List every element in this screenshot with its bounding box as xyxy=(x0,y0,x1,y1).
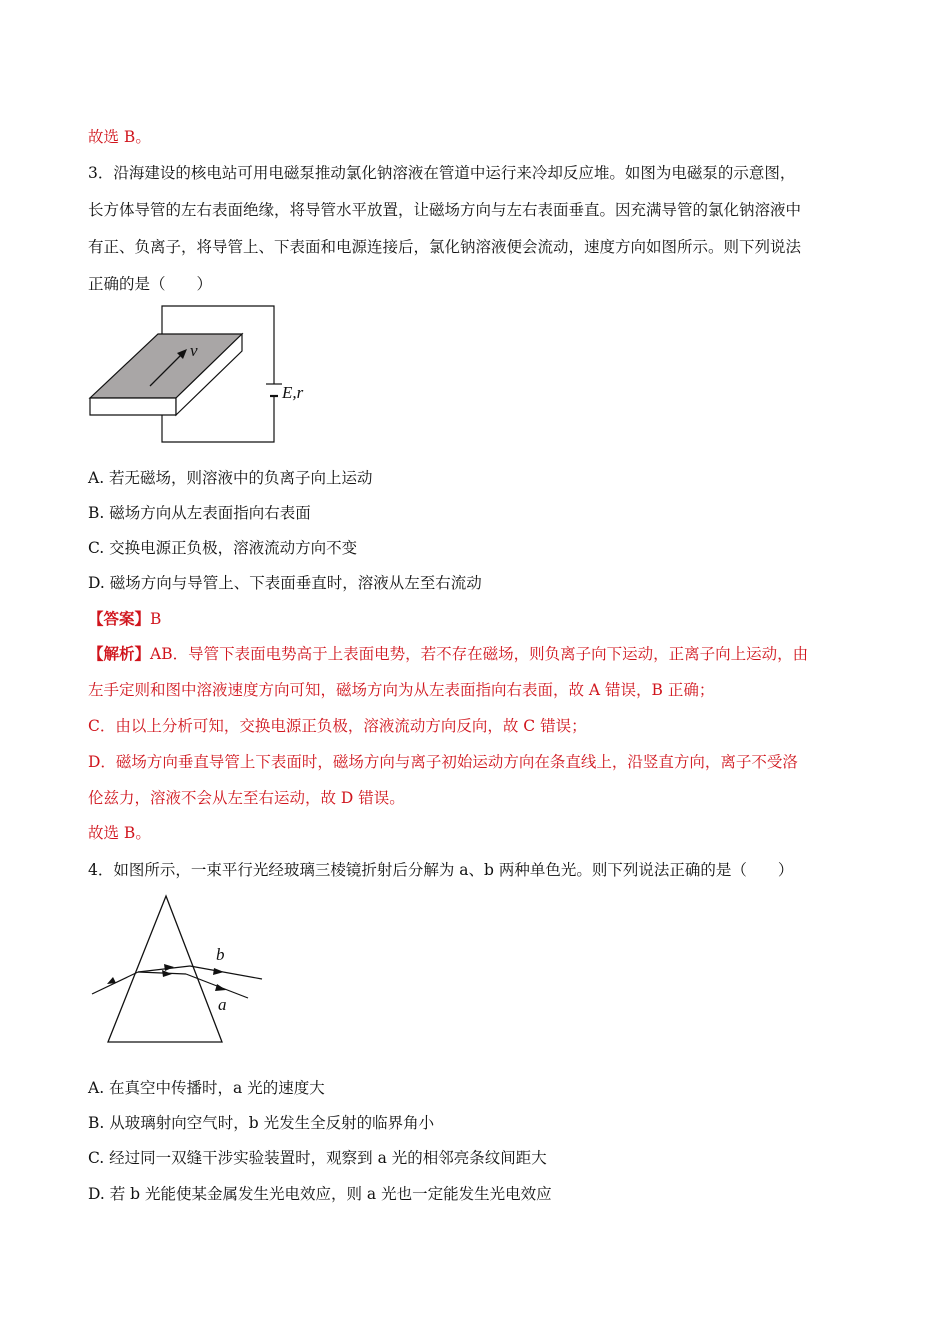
source-label: E,r xyxy=(282,383,304,402)
q3-stem-line-2: 长方体导管的左右表面绝缘，将导管水平放置，让磁场方向与左右表面垂直。因充满导管的氯化钠溶液中 xyxy=(88,201,802,219)
q2-conclusion: 故选 B。 xyxy=(88,128,151,146)
exit-arrowhead-b xyxy=(213,968,224,975)
q3-analysis-line-5: 伦兹力，溶液不会从左至右运动，故 D 错误。 xyxy=(88,789,405,807)
ray-b-label: b xyxy=(216,945,225,964)
internal-arrowhead-b xyxy=(164,964,174,971)
q3-option-d: D. 磁场方向与导管上、下表面垂直时，溶液从左至右流动 xyxy=(88,574,482,592)
q4-option-b: B. 从玻璃射向空气时，b 光发生全反射的临界角小 xyxy=(88,1114,435,1132)
q4-option-d: D. 若 b 光能使某金属发生光电效应，则 a 光也一定能发生光电效应 xyxy=(88,1185,552,1203)
q3-analysis-line-3: C．由以上分析可知，交换电源正负极，溶液流动方向反向，故 C 错误； xyxy=(88,717,587,735)
analysis-text-1: AB．导管下表面电势高于上表面电势，若不存在磁场，则负离子向下运动，正离子向上运动，由 xyxy=(150,645,809,663)
analysis-tag: 【解析】 xyxy=(88,644,151,663)
velocity-label: v xyxy=(190,341,198,360)
internal-ray-a xyxy=(138,972,186,974)
q3-option-a: A. 若无磁场，则溶液中的负离子向上运动 xyxy=(88,469,373,487)
internal-arrowhead-a xyxy=(162,970,172,977)
q3-answer xyxy=(88,609,161,629)
q4-option-c: C. 经过同一双缝干涉实验装置时，观察到 a 光的相邻亮条纹间距大 xyxy=(88,1149,547,1167)
q3-analysis-line-1 xyxy=(88,644,808,664)
q3-option-b: B. 磁场方向从左表面指向右表面 xyxy=(88,504,311,522)
pipe-front-face xyxy=(90,398,176,415)
incident-arrowhead xyxy=(107,977,116,984)
q3-stem-line-4: 正确的是（ ） xyxy=(88,275,213,293)
answer-tag: 【答案】 xyxy=(88,609,151,628)
q4-stem: 4．如图所示，一束平行光经玻璃三棱镜折射后分解为 a、b 两种单色光。则下列说法正确的是（ ） xyxy=(88,861,794,879)
q3-stem-line-3: 有正、负离子，将导管上、下表面和电源连接后，氯化钠溶液便会流动，速度方向如图所示。则下列说法 xyxy=(88,238,802,256)
exit-ray-b xyxy=(190,966,262,979)
electromagnetic-pump-figure xyxy=(86,300,326,450)
ray-a-label: a xyxy=(218,995,227,1014)
q3-conclusion: 故选 B。 xyxy=(88,824,151,842)
q3-analysis-line-4: D．磁场方向垂直导管上下表面时，磁场方向与离子初始运动方向在条直线上，沿竖直方向，离子不受洛 xyxy=(88,753,798,771)
q3-analysis-line-2: 左手定则和图中溶液速度方向可知，磁场方向为从左表面指向右表面，故 A 错误，B 正确； xyxy=(88,681,715,699)
q3-stem-line-1: 3．沿海建设的核电站可用电磁泵推动氯化钠溶液在管道中运行来冷却反应堆。如图为电磁泵的示意图， xyxy=(88,164,796,182)
q3-option-c: C. 交换电源正负极，溶液流动方向不变 xyxy=(88,539,358,557)
exit-arrowhead-a xyxy=(215,984,226,991)
prism-figure xyxy=(86,890,276,1050)
q4-option-a: A. 在真空中传播时，a 光的速度大 xyxy=(88,1079,325,1097)
answer-value: B xyxy=(150,610,162,628)
